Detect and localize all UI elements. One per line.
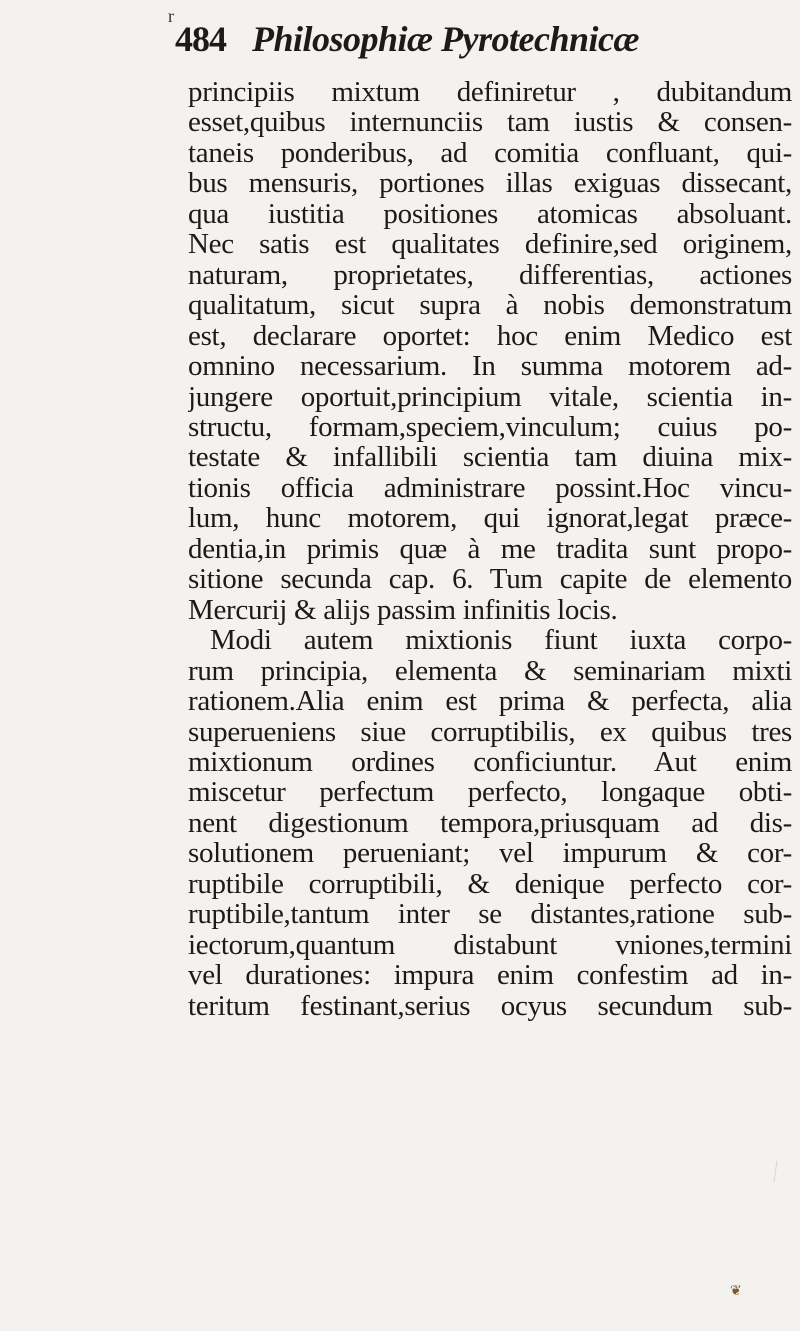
text-line: structu, formam,speciem,vinculum; cuius po- [188, 411, 792, 443]
text-line: dentia,in primis quæ à me tradita sunt propo- [188, 533, 792, 565]
text-line: miscetur perfectum perfecto, longaque obti- [188, 777, 792, 808]
text-line: vel durationes: impura enim confestim ad in- [188, 960, 792, 991]
paper-mark [764, 1159, 778, 1182]
page-number: 484 [175, 19, 226, 59]
text-line: lum, hunc motorem, qui ignorat,legat præce- [188, 503, 792, 534]
text-line: ruptibile,tantum inter se distantes,ratione sub- [188, 899, 792, 930]
text-line: mixtionum ordines conficiuntur. Aut enim [188, 746, 792, 778]
text-line: iectorum,quantum distabunt vniones,termini [188, 929, 792, 961]
running-head: Philosophiæ Pyrotechnicæ [252, 19, 640, 59]
text-line: testate & infallibili scientia tam diuina mix- [188, 442, 792, 473]
text-line: qua iustitia positiones atomicas absoluant. [188, 198, 792, 230]
text-line: esset,quibus internunciis tam iustis & consen- [188, 107, 792, 138]
text-line: principiis mixtum definiretur , dubitandum [188, 77, 792, 108]
text-line: ruptibile corruptibili, & denique perfecto cor- [188, 868, 792, 900]
text-line: Modi autem mixtionis fiunt iuxta corpo- [210, 625, 792, 656]
text-line: est, declarare oportet: hoc enim Medico est [188, 320, 792, 352]
text-line: naturam, proprietates, differentias, actiones [188, 259, 792, 291]
text-line: nent digestionum tempora,priusquam ad dis- [188, 807, 792, 839]
text-line: superueniens siue corruptibilis, ex quibus tres [188, 716, 792, 747]
corner-mark: r [168, 6, 174, 26]
printer-ornament: ❦ [730, 1284, 742, 1299]
text-line: tionis officia administrare possint.Hoc vincu- [188, 472, 792, 504]
page-header [175, 18, 785, 68]
text-line: qualitatum, sicut supra à nobis demonstratum [188, 290, 792, 321]
text-line: teritum festinant,serius ocyus secundum sub- [188, 990, 792, 1022]
text-line: Nec satis est qualitates definire,sed originem, [188, 229, 792, 260]
text-line: jungere oportuit,principium vitale, scientia in- [188, 381, 792, 412]
text-line: Mercurij & alijs passim infinitis locis. [188, 594, 618, 626]
text-line: solutionem perueniant; vel impurum & cor- [188, 838, 792, 869]
text-line: rum principia, elementa & seminariam mixti [188, 655, 792, 687]
text-line: rationem.Alia enim est prima & perfecta, alia [188, 686, 792, 717]
text-line: taneis ponderibus, ad comitia confluant, qui- [188, 137, 792, 169]
text-line: omnino necessarium. In summa motorem ad- [188, 351, 792, 382]
text-line: sitione secunda cap. 6. Tum capite de elemento [188, 564, 792, 595]
body-text [188, 77, 792, 1021]
text-line: bus mensuris, portiones illas exiguas dissecant, [188, 168, 792, 199]
